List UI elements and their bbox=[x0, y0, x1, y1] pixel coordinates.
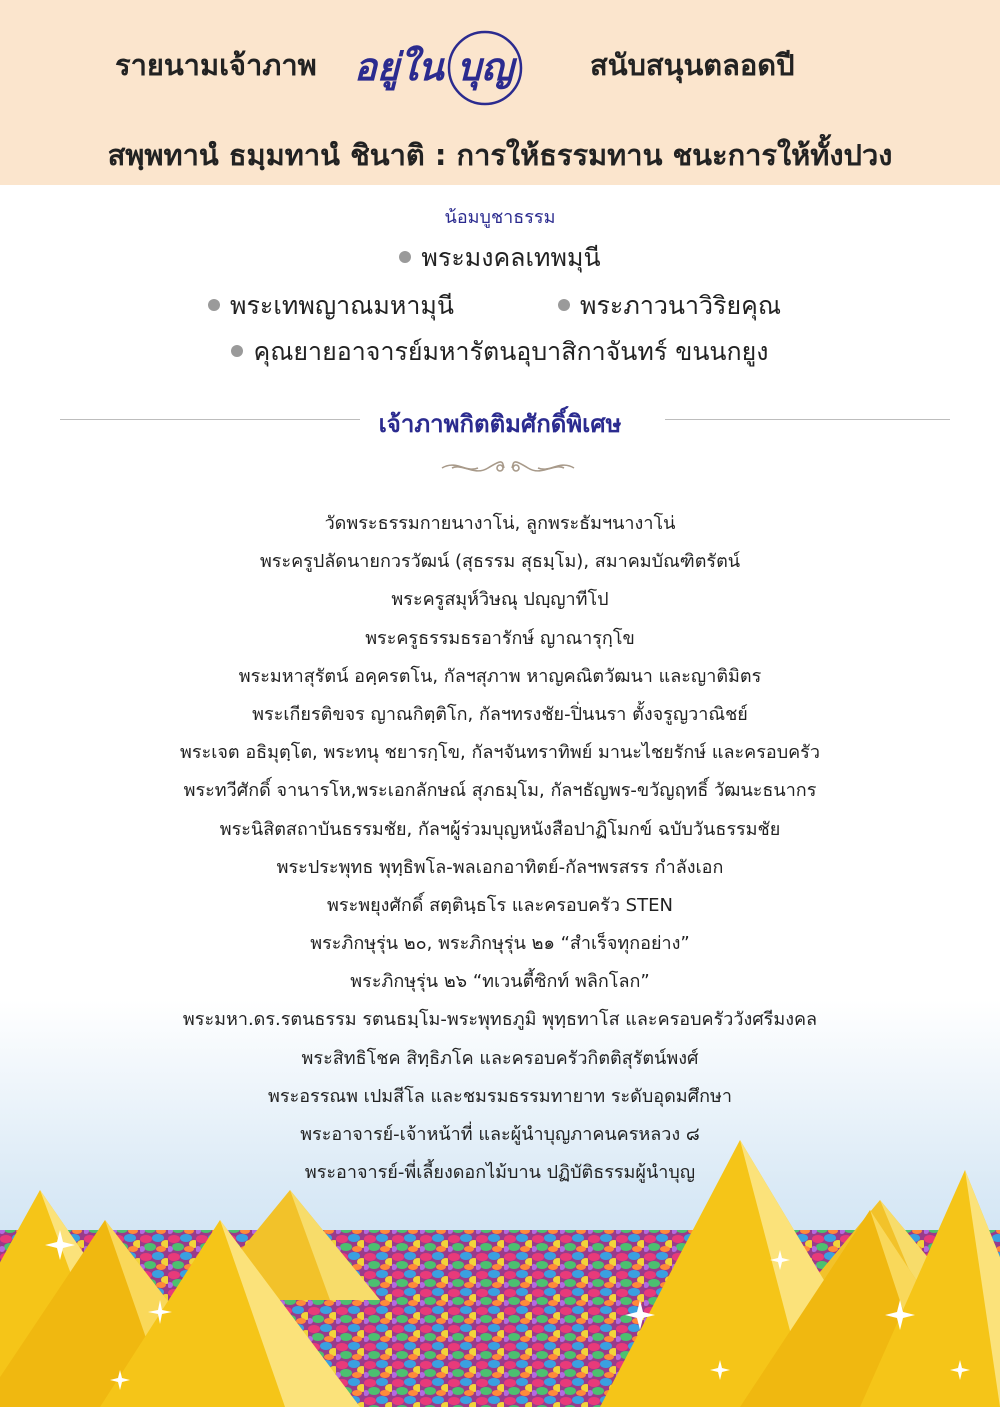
gray-dot-icon bbox=[208, 299, 220, 311]
logo-text-left: อยู่ใน bbox=[354, 44, 444, 89]
list-item: พระเกียรติขจร ญาณกิตฺติโก, กัลฯทรงชัย-ปิ่นนรา ตั้งจรูญวาณิชย์ bbox=[252, 703, 748, 725]
tribute-label: น้อมบูชาธรรม bbox=[444, 207, 556, 228]
list-item: พระสิทธิโชค สิทฺธิภโค และครอบครัวกิตติสุรัตน์พงศ์ bbox=[301, 1047, 699, 1069]
list-item: พระพยุงศักดิ์ สตฺตินฺธโร และครอบครัว STEN bbox=[327, 894, 673, 916]
section-title: เจ้าภาพกิตติมศักดิ์พิเศษ bbox=[378, 410, 622, 438]
list-item: พระครูสมุห์วิษณุ ปญฺญาทีโป bbox=[391, 589, 609, 611]
list-item: พระมหา.ดร.รตนธรรม รตนธมฺโม-พระพุทธภูมิ พุทฺธทาโส และครอบครัววังศรีมงคล bbox=[182, 1009, 818, 1031]
list-item: พระอรรณพ เปมสีโล และชมรมธรรมทายาท ระดับอุดมศึกษา bbox=[268, 1085, 732, 1107]
header-left-text: รายนามเจ้าภาพ bbox=[115, 48, 317, 82]
tribute-name: พระภาวนาวิริยคุณ bbox=[558, 286, 781, 326]
list-item: พระภิกษุรุ่น ๒๐, พระภิกษุรุ่น ๒๑ “สำเร็จทุกอย่าง” bbox=[310, 933, 690, 955]
gray-dot-icon bbox=[399, 251, 411, 263]
list-item: พระครูธรรมธรอารักษ์ ญาณารุกฺโข bbox=[365, 627, 635, 649]
list-item: วัดพระธรรมกายนางาโน่, ลูกพระธัมฯนางาโน่ bbox=[324, 513, 676, 534]
gray-dot-icon bbox=[231, 345, 243, 357]
tribute-name: คุณยายอาจารย์มหารัตนอุบาสิกาจันทร์ ขนนกยูง bbox=[0, 332, 1000, 372]
list-item: พระภิกษุรุ่น ๒๖ “ทเวนตี้ซิกท์ พลิกโลก” bbox=[350, 971, 650, 993]
header-subtitle: สพฺพทานํ ธมฺมทานํ ชินาติ : การให้ธรรมทาน ชนะการให้ทั้งปวง bbox=[107, 138, 893, 172]
gray-dot-icon bbox=[558, 299, 570, 311]
list-item: พระทวีศักดิ์ จานารโห,พระเอกลักษณ์ สุภธมฺโม, กัลฯธัญพร-ขวัญฤทธิ์ วัฒนะธนากร bbox=[183, 780, 817, 802]
list-item: พระประพุทธ พุทฺธิพโล-พลเอกอาทิตย์-กัลฯพรสรร กำลังเอก bbox=[276, 856, 724, 878]
list-item: พระมหาสุรัตน์ อคฺครตโน, กัลฯสุภาพ หาญคณิตวัฒนา และญาติมิตร bbox=[238, 665, 762, 687]
list-item: พระอาจารย์-เจ้าหน้าที่ และผู้นำบุญภาคนครหลวง ๘ bbox=[300, 1124, 700, 1145]
tribute-name: พระเทพญาณมหามุนี bbox=[208, 286, 454, 326]
list-item: พระครูปลัดนายกวรวัฒน์ (สุธรรม สุธมฺโม), สมาคมบัณฑิตรัตน์ bbox=[259, 551, 741, 573]
tribute-name: พระมงคลเทพมุนี bbox=[0, 238, 1000, 278]
list-item: พระอาจารย์-พี่เลี้ยงดอกไม้บาน ปฏิบัติธรรมผู้นำบุญ bbox=[304, 1162, 696, 1184]
list-item: พระนิสิตสถาบันธรรมชัย, กัลฯผู้ร่วมบุญหนังสือปาฏิโมกข์ ฉบับวันธรรมชัย bbox=[219, 818, 781, 840]
sponsor-list bbox=[0, 505, 1000, 1192]
header-right-text: สนับสนุนตลอดปี bbox=[590, 48, 795, 82]
list-item: พระเจต อธิมุตฺโต, พระทนุ ชยารกฺโข, กัลฯจันทราทิพย์ มานะไชยรักษ์ และครอบครัว bbox=[180, 742, 820, 764]
flourish-ornament-icon bbox=[438, 456, 578, 480]
logo-text-right: บุญ bbox=[457, 44, 514, 89]
